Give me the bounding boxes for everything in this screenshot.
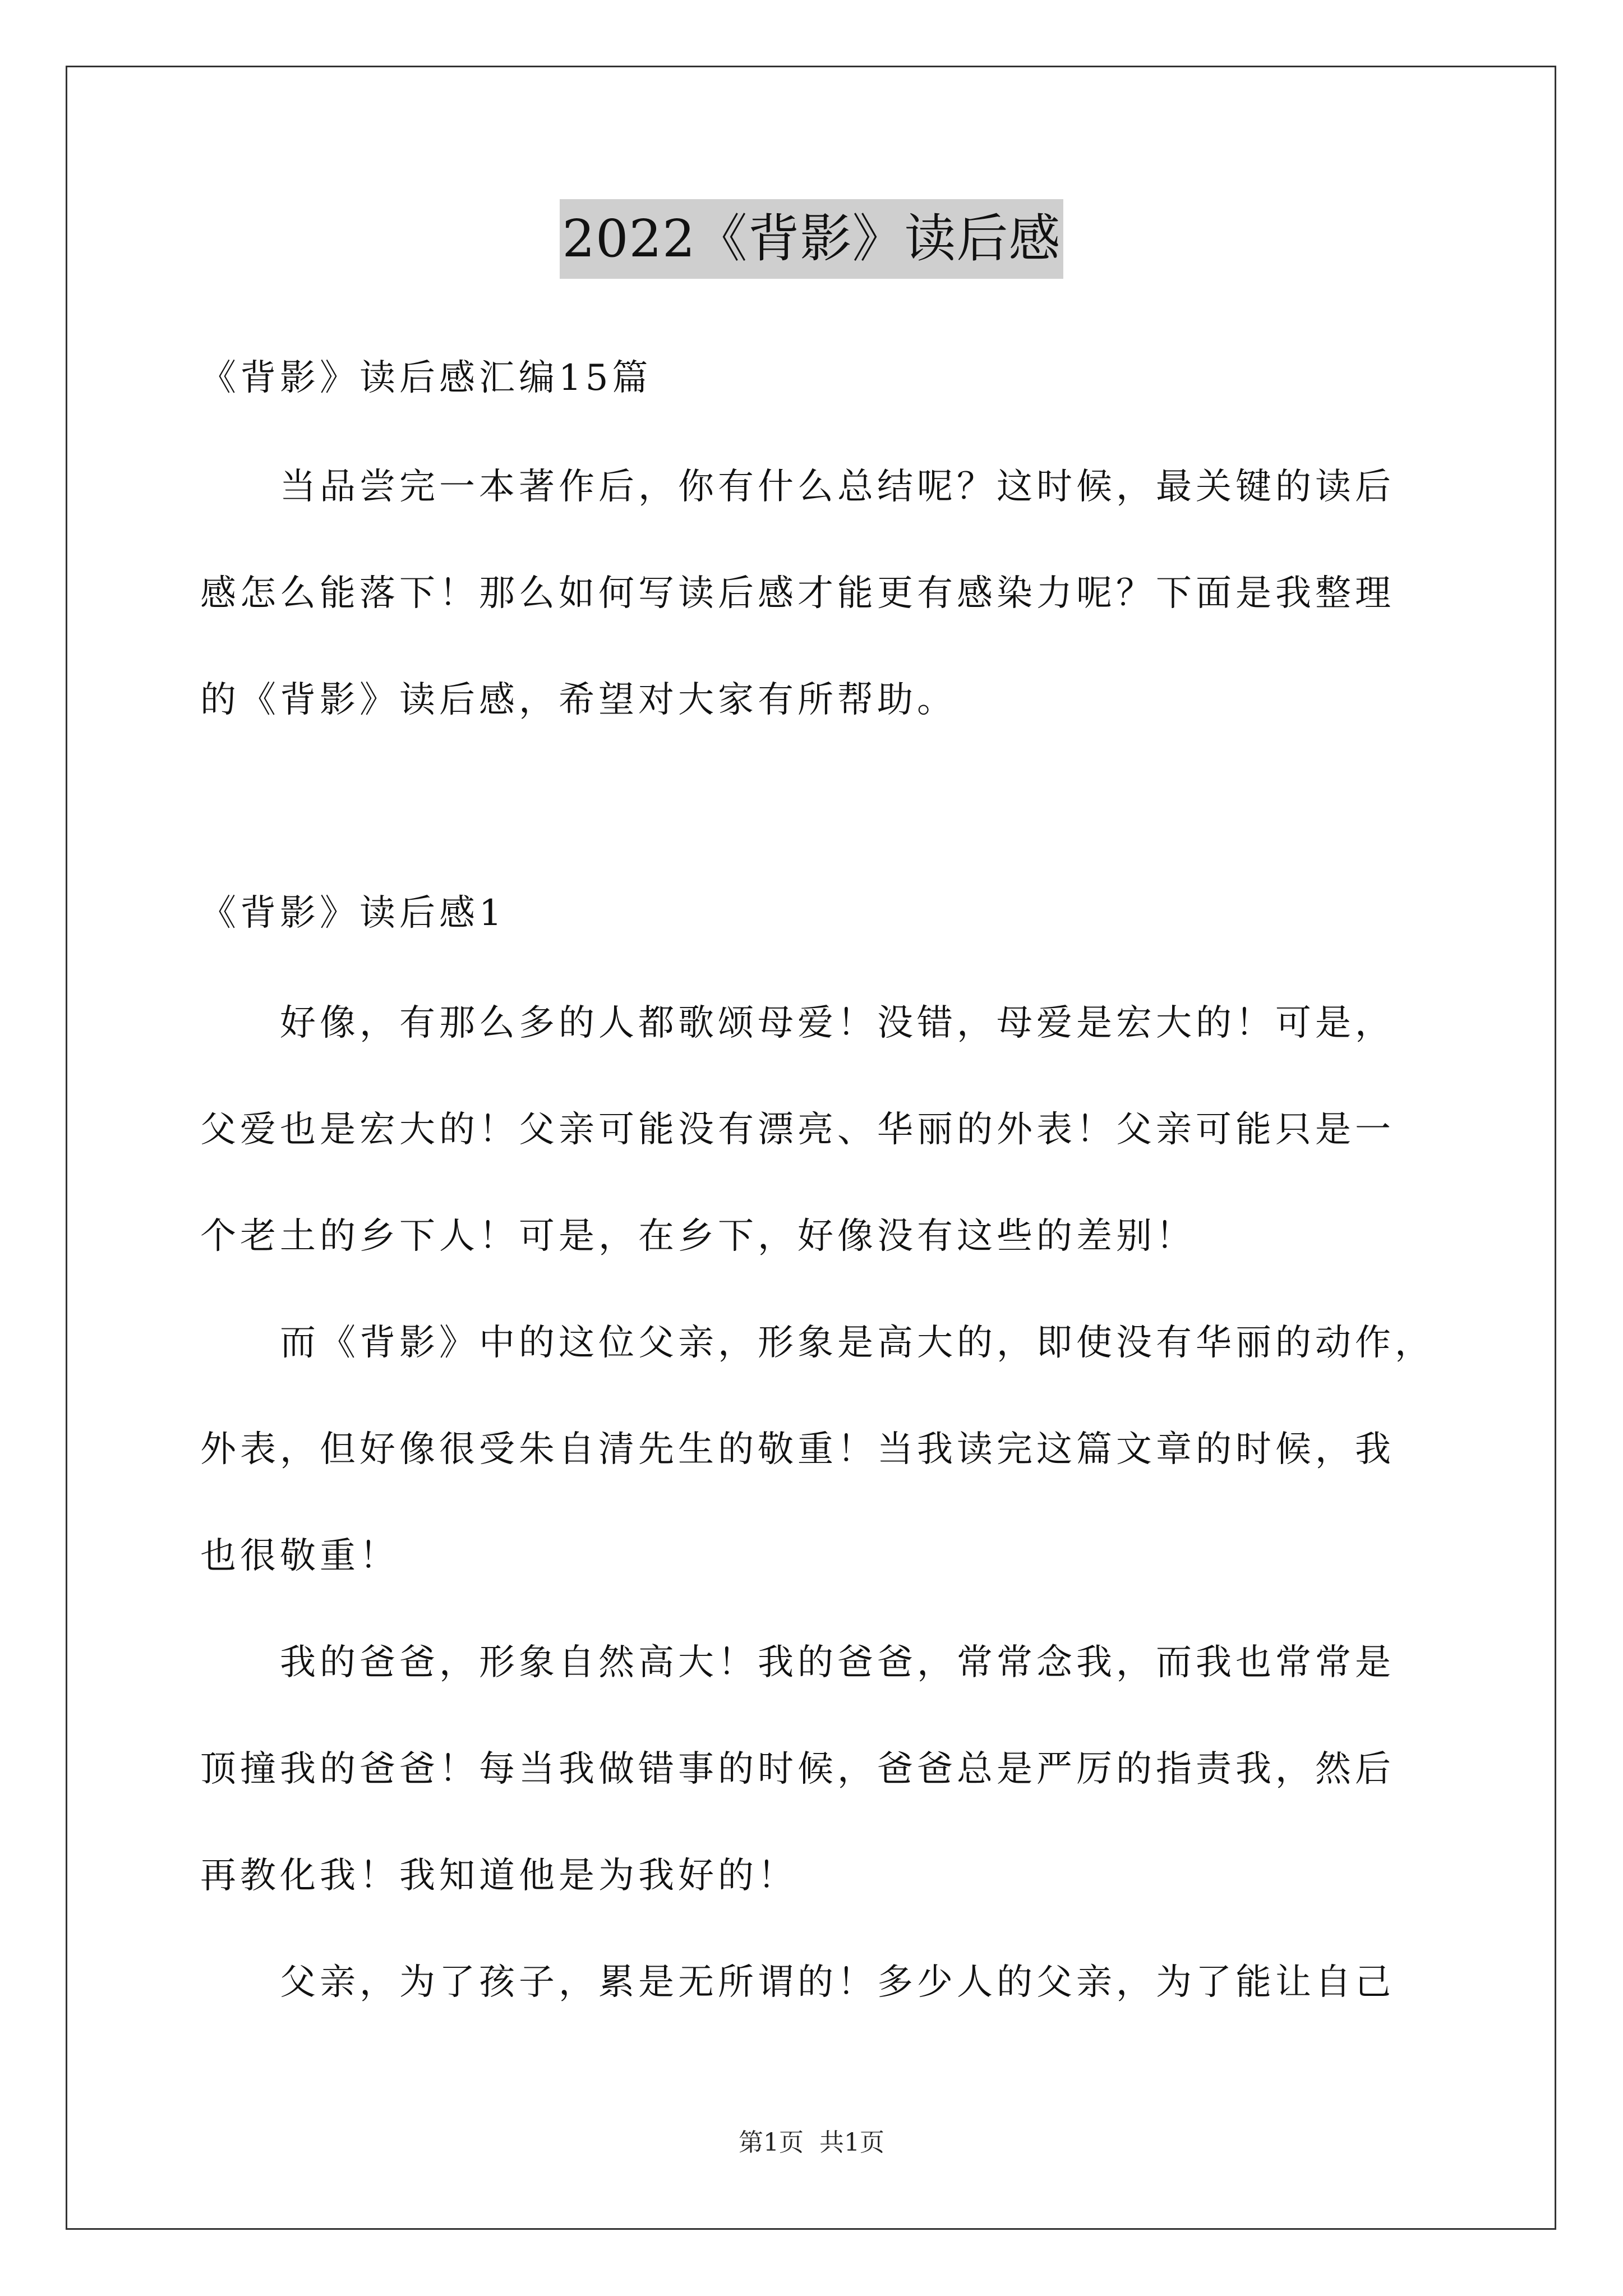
body-line: 好像，有那么多的人都歌颂母爱！没错，母爱是宏大的！可是， bbox=[200, 1002, 1395, 1044]
page-total: 共1页 bbox=[819, 2128, 884, 2157]
document-subtitle: 《背影》读后感汇编15篇 bbox=[200, 357, 652, 399]
section-heading: 《背影》读后感1 bbox=[200, 892, 506, 934]
body-line: 个老土的乡下人！可是，在乡下，好像没有这些的差别！ bbox=[200, 1216, 1196, 1257]
page-number: 第1页 bbox=[739, 2128, 804, 2157]
body-line: 也很敬重！ bbox=[200, 1535, 399, 1577]
intro-line: 当品尝完一本著作后，你有什么总结呢？这时候，最关键的读后 bbox=[200, 466, 1395, 508]
intro-line: 感怎么能落下！那么如何写读后感才能更有感染力呢？下面是我整理 bbox=[200, 573, 1395, 614]
intro-line: 的《背影》读后感，希望对大家有所帮助。 bbox=[200, 679, 957, 721]
title-container bbox=[0, 199, 1623, 279]
body-line: 再教化我！我知道他是为我好的！ bbox=[200, 1855, 797, 1897]
document-title: 2022《背影》读后感 bbox=[560, 199, 1063, 279]
body-line: 父亲，为了孩子，累是无所谓的！多少人的父亲，为了能让自己 bbox=[200, 1962, 1395, 2003]
body-line: 父爱也是宏大的！父亲可能没有漂亮、华丽的外表！父亲可能只是一 bbox=[200, 1109, 1395, 1151]
body-line: 顶撞我的爸爸！每当我做错事的时候，爸爸总是严厉的指责我，然后 bbox=[200, 1749, 1395, 1790]
body-line: 外表，但好像很受朱自清先生的敬重！当我读完这篇文章的时候，我 bbox=[200, 1429, 1395, 1470]
body-line: 而《背影》中的这位父亲，形象是高大的，即使没有华丽的动作， bbox=[200, 1322, 1435, 1364]
page-footer bbox=[0, 2126, 1623, 2160]
body-line: 我的爸爸，形象自然高大！我的爸爸，常常念我，而我也常常是 bbox=[200, 1642, 1395, 1683]
